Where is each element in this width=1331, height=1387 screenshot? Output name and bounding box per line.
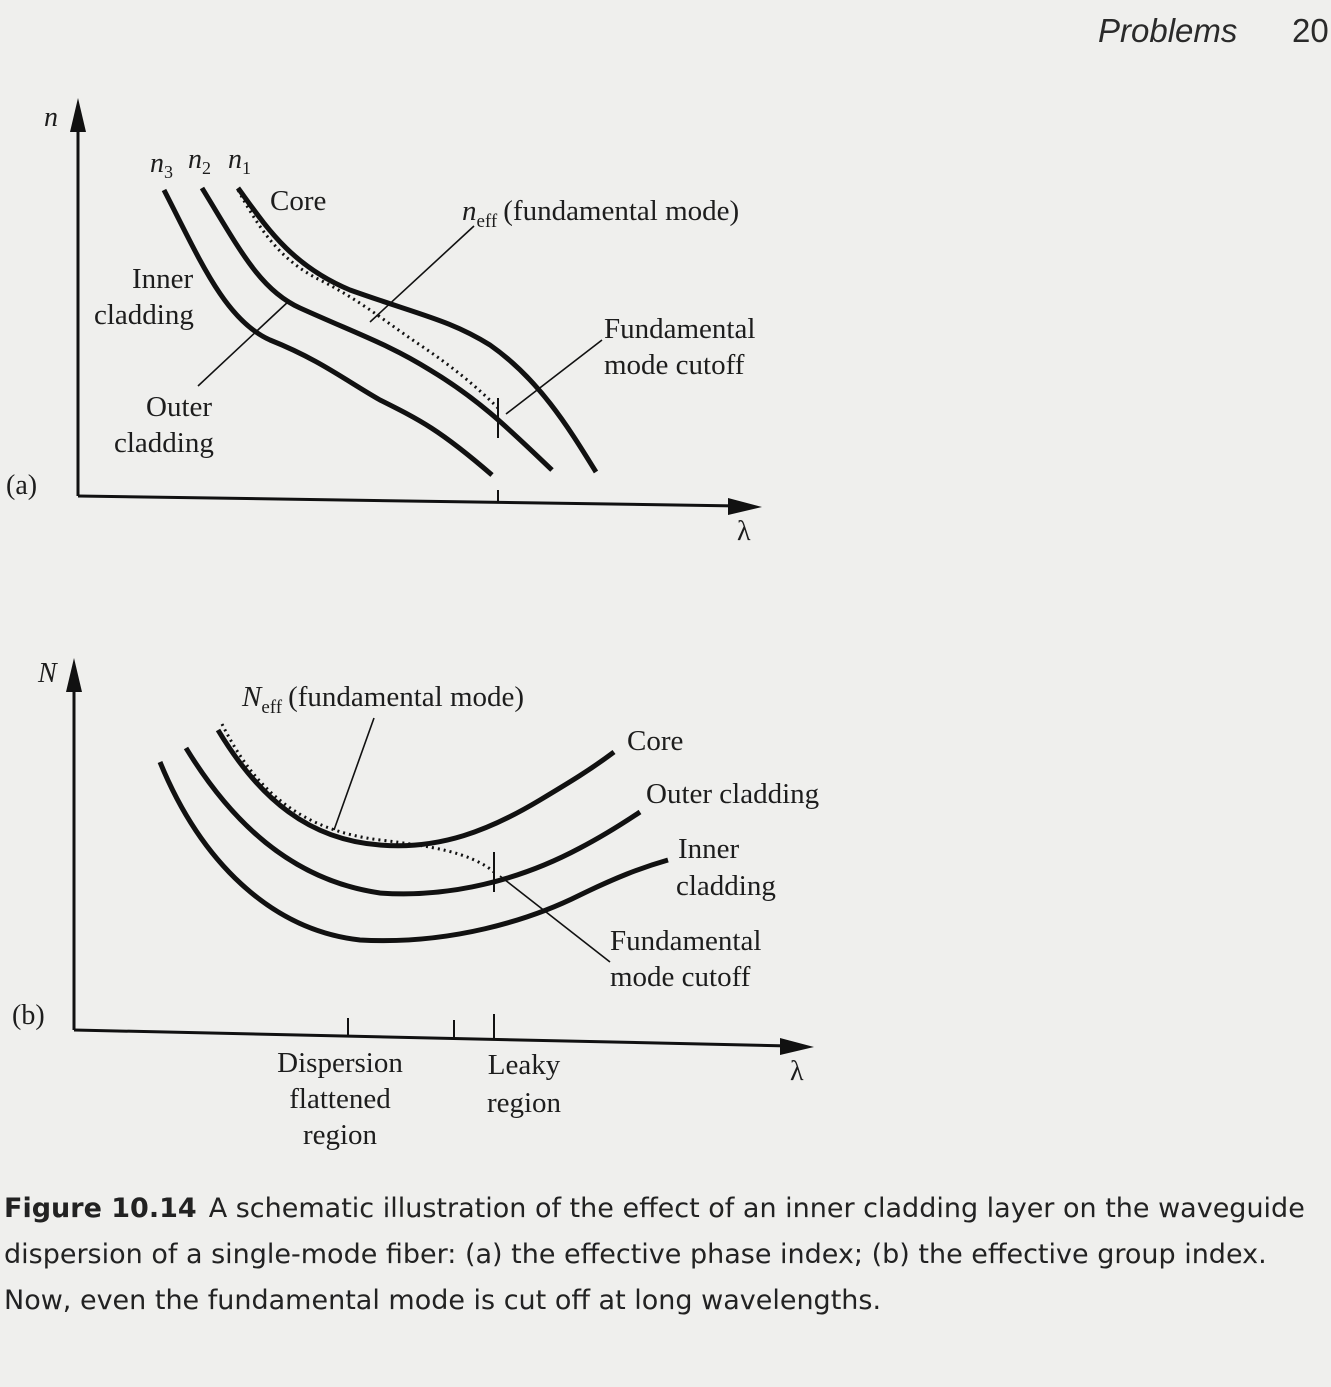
panel-a-x-axis	[78, 496, 740, 506]
panel-b-inner-label-1: Inner	[678, 833, 740, 865]
panel-a-inner-label-1: Inner	[132, 263, 194, 295]
panel-a-neff-leader	[370, 226, 474, 322]
panel-a-panel-label: (a)	[6, 470, 38, 501]
panel-b-y-label: N	[38, 658, 57, 689]
panel-b-core-curve	[218, 730, 614, 846]
panel-a-outer-label-1: Outer	[146, 391, 213, 423]
panel-a-curve-n1	[238, 188, 596, 472]
panel-b-panel-label: (b)	[12, 1000, 45, 1031]
panel-a-y-label: n	[44, 102, 58, 133]
panel-b-outer-curve	[186, 748, 640, 894]
panel-b	[12, 658, 819, 1151]
figure-caption-label: Figure 10.14	[4, 1193, 197, 1224]
panel-b-neff-leader	[334, 718, 374, 830]
panel-a	[6, 98, 762, 547]
panel-b-inner-curve	[160, 762, 668, 941]
panel-b-dispersion-label-1: Dispersion	[277, 1047, 403, 1079]
panel-b-leaky-label-1: Leaky	[487, 1049, 561, 1081]
panel-b-neff-curve	[222, 724, 494, 872]
panel-a-y-arrow	[70, 98, 86, 132]
panel-a-outer-label-2: cladding	[114, 427, 214, 459]
panel-a-neff-curve	[238, 190, 498, 408]
panel-a-n1-label: $n_1$	[228, 144, 251, 178]
panel-b-inner-label-2: cladding	[676, 870, 776, 902]
panel-a-cutoff-leader	[506, 340, 602, 414]
panel-b-dispersion-label-2: flattened	[289, 1083, 391, 1115]
panel-b-dispersion-label-3: region	[302, 1119, 378, 1151]
panel-a-cutoff-label-2: mode cutoff	[604, 349, 745, 381]
running-header-title: Problems	[1098, 12, 1238, 49]
panel-b-x-label: λ	[790, 1056, 804, 1087]
panel-b-core-label: Core	[627, 725, 684, 757]
panel-a-n3-label: $n_3$	[150, 148, 173, 182]
figure-caption-text: A schematic illustration of the effect of an inner cladding layer on the waveguide dispersion of a single-mode fiber: (a) the effective phase index; (b) the effective group index. Now, even the fundamental mode is cut off at long wavelengths.	[4, 1193, 1305, 1316]
panel-b-y-arrow	[66, 658, 82, 692]
panel-a-cutoff-label-1: Fundamental	[604, 313, 756, 345]
panel-a-neff-label: $n_{eff}$ (fundamental mode)	[462, 195, 740, 232]
panel-a-x-label: λ	[737, 516, 751, 547]
panel-b-x-axis	[74, 1030, 790, 1046]
panel-a-n2-label: $n_2$	[188, 144, 211, 178]
panel-a-x-arrow	[728, 498, 762, 515]
panel-a-inner-label-2: cladding	[94, 299, 194, 331]
panel-b-cutoff-label-2: mode cutoff	[610, 961, 751, 993]
panel-a-core-label: Core	[270, 185, 327, 217]
panel-b-cutoff-label-1: Fundamental	[610, 925, 762, 957]
panel-b-leaky-label-2: region	[486, 1087, 562, 1119]
page-number: 20	[1292, 12, 1329, 49]
panel-b-neff-label: $N_{eff}$ (fundamental mode)	[242, 681, 525, 718]
panel-b-outer-label: Outer cladding	[646, 778, 820, 810]
figure-caption	[4, 1186, 1324, 1324]
panel-b-x-arrow	[780, 1038, 814, 1055]
